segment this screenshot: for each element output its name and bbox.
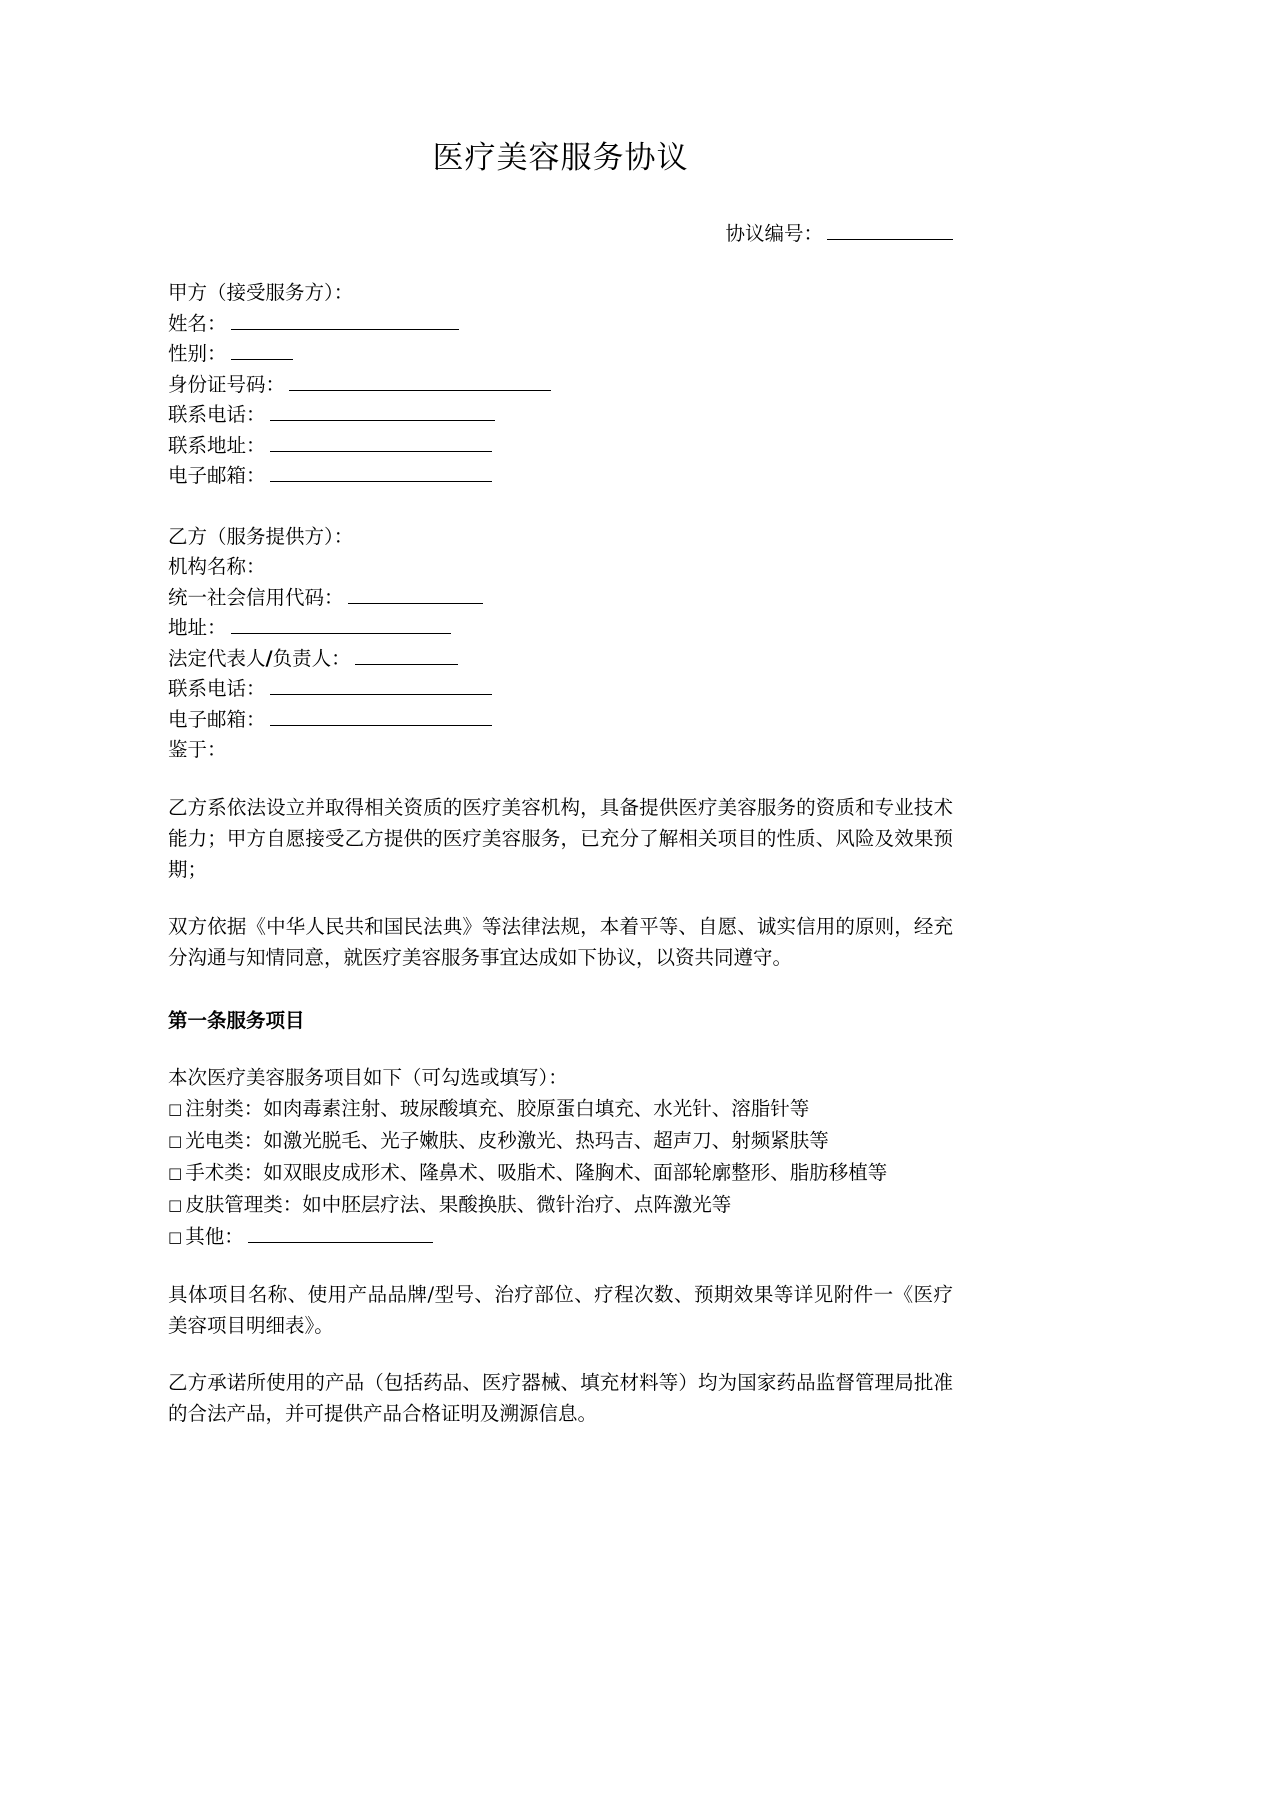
service-option-other-input[interactable] [248,1223,433,1243]
field-input-org-phone[interactable] [270,675,492,695]
field-row-org-name [168,552,953,583]
field-label-org-address: 地址： [168,616,227,640]
field-label-gender: 性别： [168,342,227,366]
field-label-org-phone: 联系电话： [168,677,266,701]
field-label-phone: 联系电话： [168,403,266,427]
checkbox-icon[interactable]: □ [168,1099,183,1118]
field-input-credit-code[interactable] [348,584,483,604]
field-input-address[interactable] [270,432,492,452]
whereas-label: 鉴于： [168,738,227,762]
page-title: 医疗美容服务协议 [432,140,689,176]
field-input-org-address[interactable] [231,614,451,634]
document-content [168,0,953,1429]
field-row-email [168,461,953,492]
field-row-name [168,309,953,340]
clause-one-paragraph-1: 具体项目名称、使用产品品牌/型号、治疗部位、疗程次数、预期效果等详见附件一《医疗美容项目明细表》。 [168,1282,953,1337]
field-label-legal-rep-separator: / [265,646,273,670]
field-label-credit-code: 统一社会信用代码： [168,585,344,609]
service-option-label: 皮肤管理类：如中胚层疗法、果酸换肤、微针治疗、点阵激光等 [185,1192,732,1216]
field-input-legal-rep[interactable] [355,645,458,665]
service-option-surgery[interactable] [168,1157,953,1189]
field-row-credit-code [168,583,953,614]
field-row-address [168,431,953,462]
field-input-name[interactable] [231,310,459,330]
party-a-heading: 甲方（接受服务方）： [168,281,354,305]
field-row-legal-rep [168,644,953,675]
field-row-phone [168,400,953,431]
field-row-id-number [168,370,953,401]
field-row-gender [168,339,953,370]
party-b-block [168,522,953,766]
checkbox-icon[interactable]: □ [168,1163,183,1182]
service-option-label: 光电类：如激光脱毛、光子嫩肤、皮秒激光、热玛吉、超声刀、射频紧肤等 [185,1128,829,1152]
service-items-list [168,1062,953,1253]
party-a-block [168,278,953,492]
field-label-legal-rep-alt: 负责人： [272,646,351,670]
party-b-heading: 乙方（服务提供方）： [168,524,354,548]
field-label-id-number: 身份证号码： [168,372,286,396]
recital-paragraph-1: 乙方系依法设立并取得相关资质的医疗美容机构，具备提供医疗美容服务的资质和专业技术能力；甲方自愿接受乙方提供的医疗美容服务，已充分了解相关项目的性质、风险及效果预期； [168,795,953,881]
field-label-org-email: 电子邮箱： [168,707,266,731]
checkbox-icon[interactable]: □ [168,1227,183,1246]
field-input-email[interactable] [270,462,492,482]
service-option-skin-management[interactable] [168,1189,953,1221]
agreement-number-label: 协议编号： [725,222,823,246]
field-input-phone[interactable] [270,401,495,421]
field-input-gender[interactable] [231,340,293,360]
field-label-email: 电子邮箱： [168,464,266,488]
field-row-org-email [168,705,953,736]
service-option-label: 注射类：如肉毒素注射、玻尿酸填充、胶原蛋白填充、水光针、溶脂针等 [185,1096,810,1120]
service-option-label: 手术类：如双眼皮成形术、隆鼻术、吸脂术、隆胸术、面部轮廓整形、脂肪移植等 [185,1160,888,1184]
service-option-label: 其他： [185,1224,244,1248]
clause-one-heading: 第一条服务项目 [168,1008,305,1032]
field-label-org-name: 机构名称： [168,555,266,579]
recital-paragraph-2: 双方依据《中华人民共和国民法典》等法律法规，本着平等、自愿、诚实信用的原则，经充分沟通与知情同意，就医疗美容服务事宜达成如下协议，以资共同遵守。 [168,914,953,969]
field-input-id-number[interactable] [289,371,551,391]
checkbox-icon[interactable]: □ [168,1195,183,1214]
clause-one-paragraph-2: 乙方承诺所使用的产品（包括药品、医疗器械、填充材料等）均为国家药品监督管理局批准的合法产品，并可提供产品合格证明及溯源信息。 [168,1370,953,1425]
field-label-address: 联系地址： [168,433,266,457]
service-option-photoelectric[interactable] [168,1125,953,1157]
agreement-number-blank[interactable] [827,220,953,240]
field-label-legal-rep: 法定代表人 [168,646,266,670]
field-row-org-address [168,613,953,644]
service-items-lead: 本次医疗美容服务项目如下（可勾选或填写）： [168,1065,568,1089]
field-input-org-email[interactable] [270,706,492,726]
agreement-number-row [168,218,953,246]
checkbox-icon[interactable]: □ [168,1131,183,1150]
field-row-org-phone [168,674,953,705]
field-label-name: 姓名： [168,311,227,335]
service-option-injection[interactable] [168,1093,953,1125]
service-option-other[interactable] [168,1221,953,1253]
